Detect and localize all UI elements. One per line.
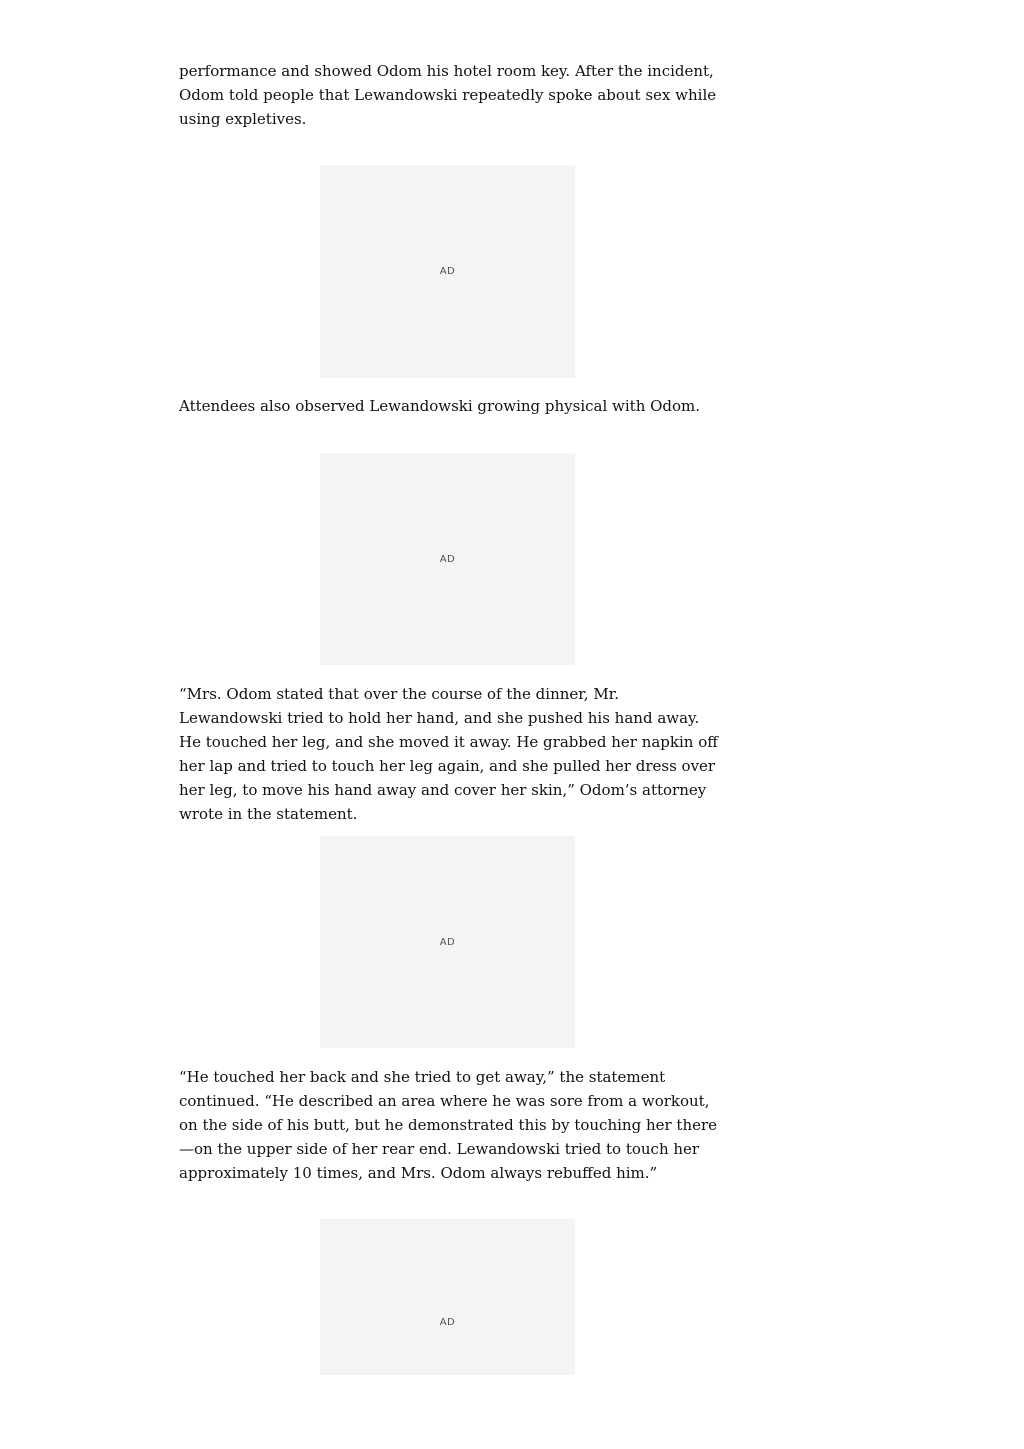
article-paragraph: “Mrs. Odom stated that over the course of the dinner, Mr. Lewandowski tried to hold her hand, and she pushed his hand away. He touched her leg, and she moved it away. He grabbed her napkin off her lap and tried to touch her leg again, and she pulled her dress over her leg, to move his hand away and cover her skin,” Odom’s attorney wrote in the statement. <box>179 685 718 823</box>
article-paragraph: Attendees also observed Lewandowski growing physical with Odom. <box>179 397 701 415</box>
ad-label: AD <box>439 266 456 277</box>
ad-slot[interactable] <box>320 453 575 665</box>
ad-label: AD <box>439 1317 456 1328</box>
ad-slot[interactable] <box>320 836 575 1048</box>
article-paragraph: performance and showed Odom his hotel room key. After the incident, Odom told people that Lewandowski repeatedly spoke about sex while using expletives. <box>179 62 717 128</box>
article-paragraph: “He touched her back and she tried to get away,” the statement continued. “He described an area where he was sore from a workout, on the side of his butt, but he demonstrated this by touching her there—on the upper side of her rear end. Lewandowski tried to touch her approximately 10 times, and Mrs. Odom always rebuffed him.” <box>179 1068 718 1182</box>
ad-slot[interactable] <box>320 1219 575 1375</box>
ad-label: AD <box>439 553 456 565</box>
ad-label: AD <box>439 936 456 948</box>
ad-slot[interactable] <box>320 165 575 378</box>
